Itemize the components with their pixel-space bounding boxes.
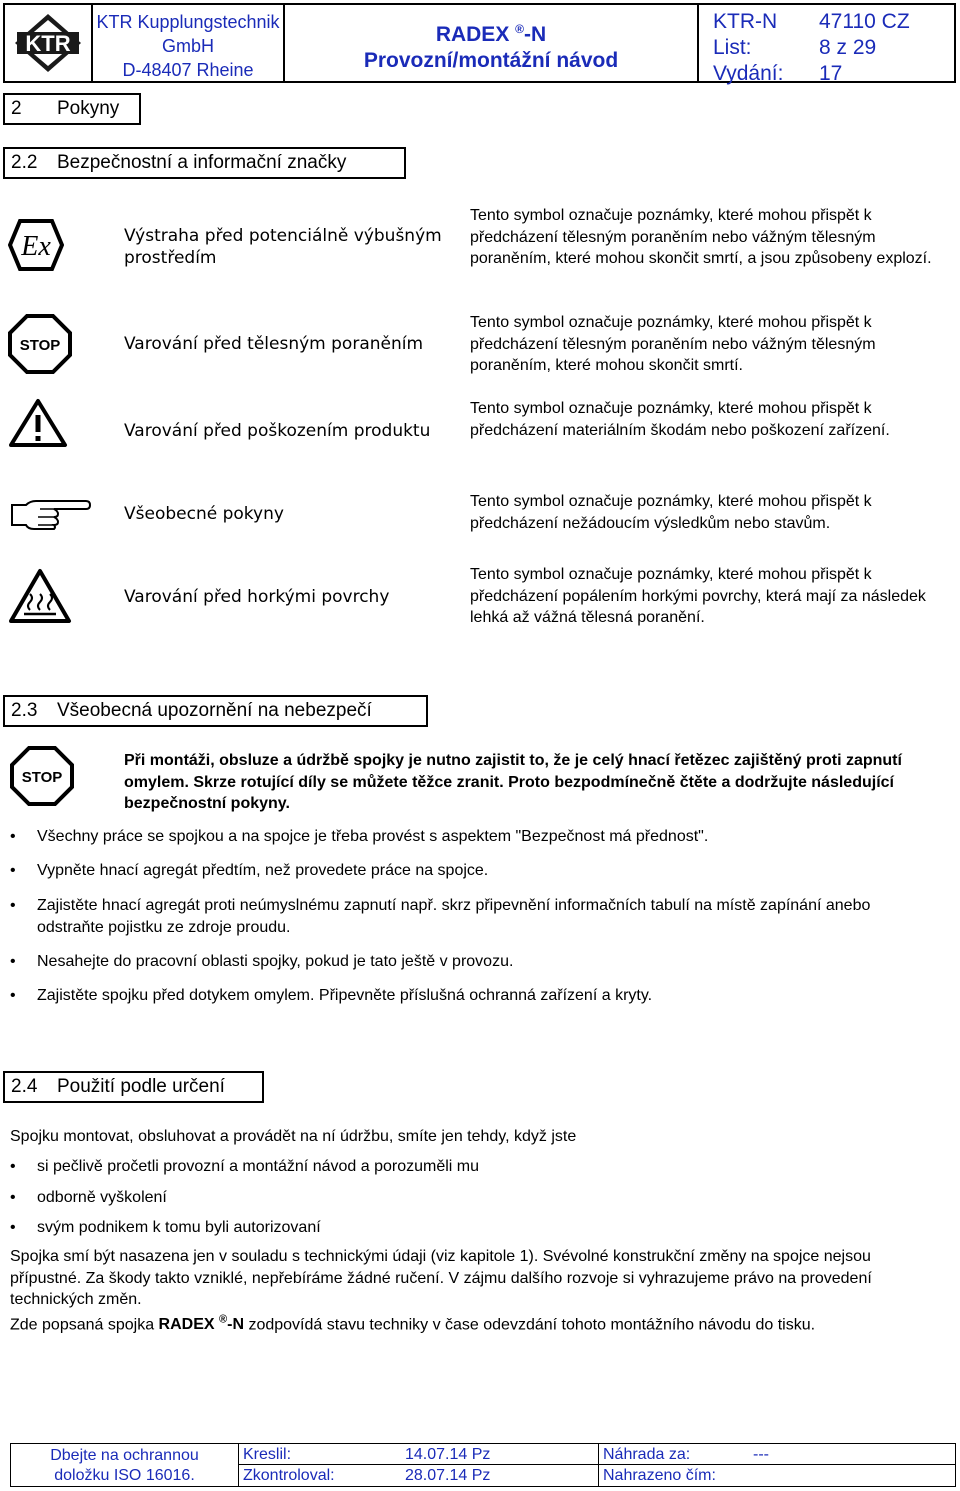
hot-surface-icon [8, 568, 72, 629]
svg-text:Ex: Ex [21, 231, 51, 262]
revision-table [239, 1444, 955, 1486]
symbol-label: Všeobecné pokyny [124, 504, 284, 524]
edition-label: Vydání: [713, 62, 784, 85]
symbol-description: Tento symbol označuje poznámky, které mohou přispět k předcházení materiálním škodám nebo poškození zařízení. [470, 400, 890, 439]
symbol-description: Tento symbol označuje poznámky, které mohou přispět k předcházení nežádoucím výsledkům nebo stavům. [470, 493, 872, 532]
drawn-value: 14.07.14 Pz [401, 1444, 599, 1465]
pointing-hand-icon [8, 497, 92, 536]
ktr-logo-icon [13, 12, 83, 74]
registered-mark: ® [515, 22, 525, 36]
list-item: • odborně vyškolení [10, 1187, 940, 1209]
section-number: 2.3 [11, 700, 38, 721]
svg-text:STOP: STOP [21, 769, 63, 786]
section-title: Pokyny [57, 98, 120, 119]
iso-note: Dbejte na ochrannou doložku ISO 16016. [11, 1444, 239, 1486]
symbol-description: Tento symbol označuje poznámky, které mohou přispět k předcházení tělesným poraněním nebo vážným tělesným poraněním, které mohou skončit smrtí. [470, 314, 876, 374]
section-2-3-heading [3, 695, 428, 727]
company-name: KTR Kupplungstechnik [96, 12, 280, 32]
list-item: • Zajistěte spojku před dotykem omylem. Připevněte příslušná ochranná zařízení a kryty. [10, 985, 940, 1007]
section-number: 2.4 [11, 1076, 38, 1097]
sheet-label: List: [713, 36, 752, 59]
document-type: Provozní/montážní návod [363, 49, 619, 72]
bullet-icon: • [10, 1189, 16, 1206]
product-suffix: -N [524, 23, 547, 46]
page-header [3, 3, 956, 83]
section-2-4-heading [3, 1071, 264, 1103]
ktr-logo [5, 5, 93, 81]
svg-text:STOP: STOP [19, 337, 61, 354]
technical-data-paragraph: Spojka smí být nasazena jen v souladu s technickými údaji (viz kapitole 1). Svévolné konstrukční změny na spojce nejsou přípustné. Za škody takto vzniklé, nepřebíráme žádné ručení. V zájmu dalšího rozvoje si vyhrazujeme právo na provedení technických změn. [10, 1248, 872, 1308]
list-item: • Vypněte hnací agregát předtím, než provedete práce na spojce. [10, 860, 940, 882]
safety-warning-text: Při montáži, obsluze a údržbě spojky je nutno zajistit to, že je celý hnací řetězec zajištěný proti zapnutí omylem. Skrze rotující díly se můžete těžce zranit. Proto bezpodmínečně čtěte a dodržujte následující bezpečnostní pokyny. [124, 752, 902, 812]
bullet-icon: • [10, 1219, 16, 1236]
doc-prefix: KTR-N [713, 10, 778, 33]
drawn-label: Kreslil: [239, 1444, 401, 1465]
section-title: Bezpečnostní a informační značky [57, 152, 347, 173]
section-title: Všeobecná upozornění na nebezpečí [57, 700, 372, 721]
explosion-icon [8, 217, 64, 278]
bullet-icon: • [10, 828, 16, 845]
page-footer [10, 1443, 956, 1487]
symbol-label: Výstraha před potenciálně výbušným prostředím [124, 226, 442, 268]
replaced-by-label: Nahrazeno čím: [603, 1467, 716, 1484]
symbol-label: Varování před horkými povrchy [124, 587, 390, 607]
checked-value: 28.07.14 Pz [401, 1465, 599, 1486]
section-number: 2 [11, 98, 22, 119]
bullet-icon: • [10, 897, 16, 914]
sheet-value: 8 z 29 [819, 36, 877, 59]
list-item: • Všechny práce se spojkou a na spojce je třeba provést s aspektem "Bezpečnost má přednost". [10, 826, 940, 848]
symbol-description: Tento symbol označuje poznámky, které mohou přispět k předcházení tělesným poraněním nebo vážným tělesným poraněním, které mohou skončit smrtí, a jsou způsobeny explozí. [470, 207, 932, 267]
warning-icon [8, 398, 68, 453]
edition-value: 17 [819, 62, 843, 85]
symbol-label: Varování před tělesným poraněním [124, 334, 424, 354]
product-name: RADEX [435, 23, 510, 46]
replaces-value: --- [749, 1444, 955, 1465]
checked-label: Zkontroloval: [243, 1467, 335, 1484]
bullet-icon: • [10, 862, 16, 879]
state-of-art-paragraph: Zde popsaná spojka RADEX ®-N zodpovídá stavu techniky v čase odevzdání tohoto montážního návodu do tisku. [10, 1314, 816, 1334]
section-2-heading [3, 93, 141, 125]
list-item: • svým podnikem k tomu byli autorizovaní [10, 1217, 940, 1239]
doc-number: 47110 CZ [819, 10, 910, 33]
bullet-icon: • [10, 953, 16, 970]
symbol-description: Tento symbol označuje poznámky, které mohou přispět k předcházení popálením horkými povrchy, která mají za následek lehká až vážná tělesná poranění. [470, 566, 926, 626]
replaced-by-value [749, 1465, 955, 1486]
product-name: RADEX [158, 1316, 215, 1334]
section-title: Použití podle určení [57, 1076, 225, 1097]
symbol-label: Varování před poškozením produktu [124, 421, 431, 441]
document-title [285, 5, 699, 81]
section-2-2-heading [3, 147, 406, 179]
intended-use-intro: Spojku montovat, obsluhovat a provádět na ní údržbu, smíte jen tehdy, když jste [10, 1128, 577, 1145]
company-block [93, 5, 285, 81]
registered-mark: ® [219, 1314, 228, 1326]
svg-text:KTR: KTR [25, 31, 71, 56]
bullet-icon: • [10, 1158, 16, 1175]
list-item: • Nesahejte do pracovní oblasti spojky, pokud je tato ještě v provozu. [10, 951, 940, 973]
stop-icon [8, 314, 72, 379]
replaces-label: Náhrada za: [599, 1444, 749, 1465]
company-form: GmbH [161, 36, 214, 56]
bullet-icon: • [10, 987, 16, 1004]
list-item: • Zajistěte hnací agregát proti neúmyslnému zapnutí např. skrz připevnění informačních tabulí na místě zapínání anebo odstraňte pojistku ze zdroje proudu. [10, 897, 871, 936]
company-address: D-48407 Rheine [122, 60, 254, 80]
stop-icon [10, 746, 74, 811]
document-meta [699, 5, 954, 85]
list-item: • si pečlivě pročetli provozní a montážní návod a porozuměli mu [10, 1156, 940, 1178]
section-number: 2.2 [11, 152, 38, 173]
